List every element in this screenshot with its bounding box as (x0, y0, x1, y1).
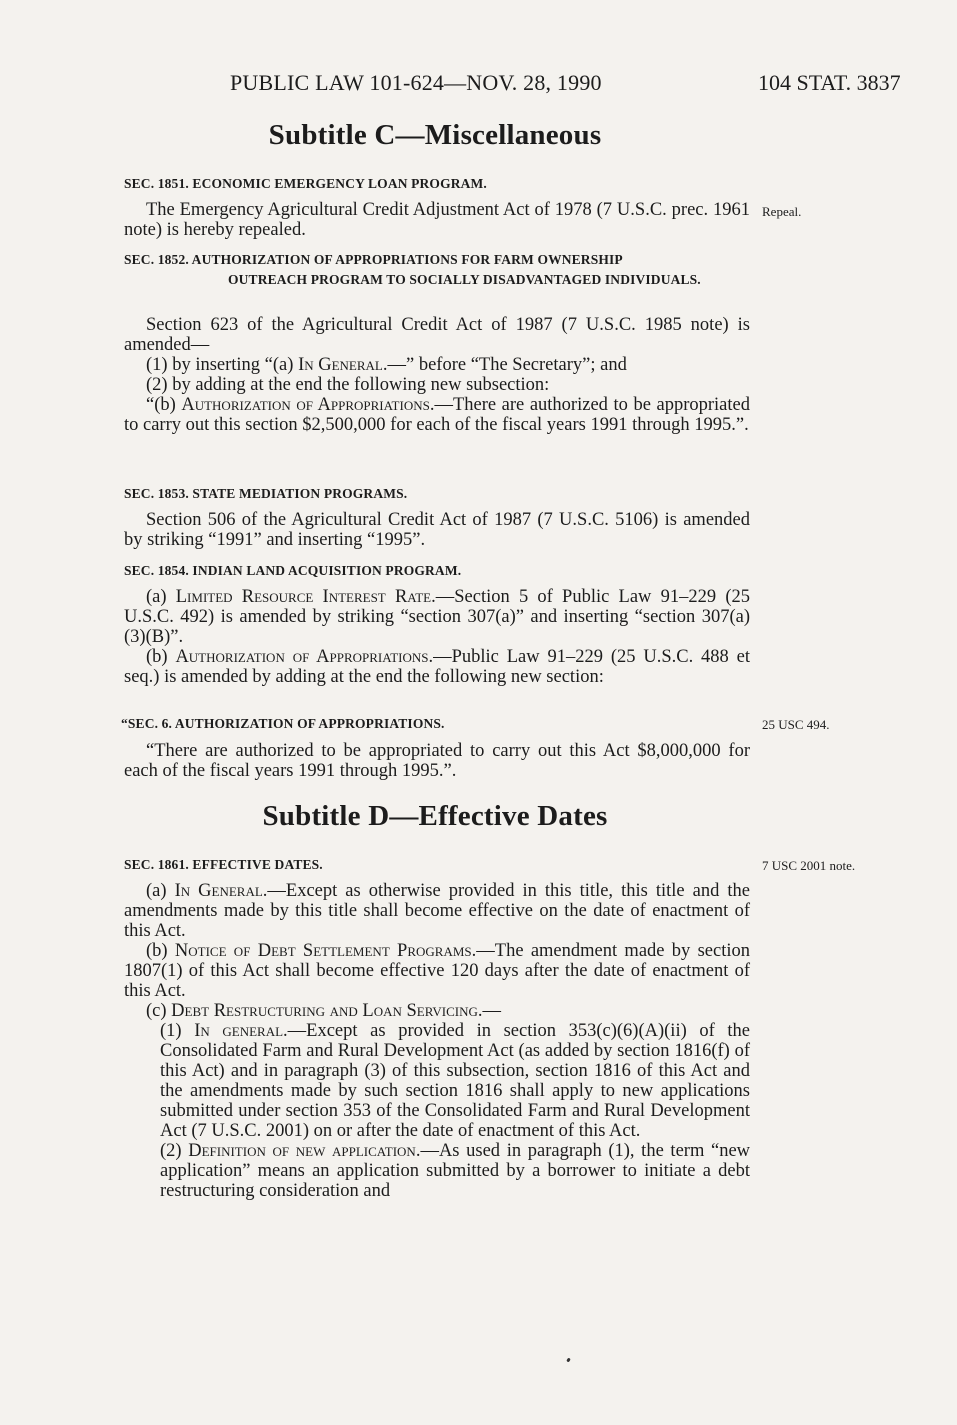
sec-1852-body (124, 315, 750, 435)
sec-1852-item-1: (1) by inserting “(a) In General.—” before “The Secretary”; and (146, 355, 627, 375)
sec-1852-heading-cont: OUTREACH PROGRAM TO SOCIALLY DISADVANTAGED INDIVIDUALS. (228, 272, 701, 287)
sec-1853-body (124, 510, 750, 550)
ink-speck (566, 1358, 571, 1363)
sec-1853-text: Section 506 of the Agricultural Credit Act of 1987 (7 U.S.C. 5106) is amended by striking “1991” and inserting “1995”. (124, 510, 750, 550)
margin-note-25-usc-494: 25 USC 494. (762, 717, 830, 732)
sec-1861-c-1: (1) In general.—Except as provided in section 353(c)(6)(A)(ii) of the Consolidated Farm and Rural Development Act (as added by section 1816(f) of this Act) and in paragraph (3) of this subsection, section 1816 of this Act and the amendments made by such section 1816 shall apply to new applications submitted under section 353 of the Consolidated Farm and Rural Development Act (7 U.S.C. 2001) on or after the date of enactment of this Act. (160, 1021, 750, 1141)
subtitle-d-heading: Subtitle D—Effective Dates (262, 800, 608, 832)
sec-1861-c: (c) Debt Restructuring and Loan Servicing.— (146, 1001, 501, 1021)
sec-1851-body (124, 200, 750, 240)
margin-note-repeal: Repeal. (762, 204, 802, 219)
sec-1861-c-2: (2) Definition of new application.—As used in paragraph (1), the term “new application” means an application submitted by a borrower to initiate a debt restructuring consideration and (160, 1141, 751, 1201)
sec-1851-text: The Emergency Agricultural Credit Adjustment Act of 1978 (7 U.S.C. prec. 1961 note) is hereby repealed. (124, 200, 750, 240)
sec-1852-new-subsection: “(b) Authorization of Appropriations.—There are authorized to be appropriated to carry out this section $2,500,000 for each of the fiscal years 1991 through 1995.”. (124, 395, 750, 435)
sec-1854-body (124, 587, 750, 687)
sec-1852-item-2: (2) by adding at the end the following new subsection: (146, 375, 550, 395)
sec-1861-heading: SEC. 1861. EFFECTIVE DATES. (124, 857, 323, 872)
sec-1861-b: (b) Notice of Debt Settlement Programs.—The amendment made by section 1807(1) of this Act shall become effective 120 days after the date of enactment of this Act. (124, 941, 750, 1001)
sec-1861-body (124, 881, 750, 1201)
sec-1852-heading (124, 250, 750, 290)
sec-6-text: “There are authorized to be appropriated to carry out this Act $8,000,000 for each of the fiscal years 1991 through 1995.”. (124, 741, 750, 781)
sec-1852-intro: Section 623 of the Agricultural Credit Act of 1987 (7 U.S.C. 1985 note) is amended— (124, 315, 750, 355)
sec-1854-b: (b) Authorization of Appropriations.—Public Law 91–229 (25 U.S.C. 488 et seq.) is amended by adding at the end the following new section: (124, 647, 751, 687)
sec-1851-heading: SEC. 1851. ECONOMIC EMERGENCY LOAN PROGRAM. (124, 176, 487, 191)
sec-1861-a: (a) In General.—Except as otherwise provided in this title, this title and the amendments made by this title shall become effective on the date of enactment of this Act. (124, 881, 750, 941)
running-title: PUBLIC LAW 101-624—NOV. 28, 1990 (230, 70, 602, 95)
sec-1852-heading-line1: SEC. 1852. AUTHORIZATION OF APPROPRIATIONS FOR FARM OWNERSHIP (124, 252, 623, 267)
sec-6-body (124, 741, 750, 781)
margin-note-7-usc-2001: 7 USC 2001 note. (762, 858, 856, 873)
sec-6-heading: “SEC. 6. AUTHORIZATION OF APPROPRIATIONS. (121, 716, 445, 731)
page-header (0, 70, 957, 100)
stat-page-number: 104 STAT. 3837 (758, 70, 901, 95)
sec-1853-heading: SEC. 1853. STATE MEDIATION PROGRAMS. (124, 486, 408, 501)
subtitle-c-heading: Subtitle C—Miscellaneous (268, 119, 602, 151)
sec-1854-heading: SEC. 1854. INDIAN LAND ACQUISITION PROGRAM. (124, 563, 462, 578)
sec-1854-a: (a) Limited Resource Interest Rate.—Section 5 of Public Law 91–229 (25 U.S.C. 492) is amended by striking “section 307(a)” and inserting “section 307(a)(3)(B)”. (124, 587, 750, 647)
